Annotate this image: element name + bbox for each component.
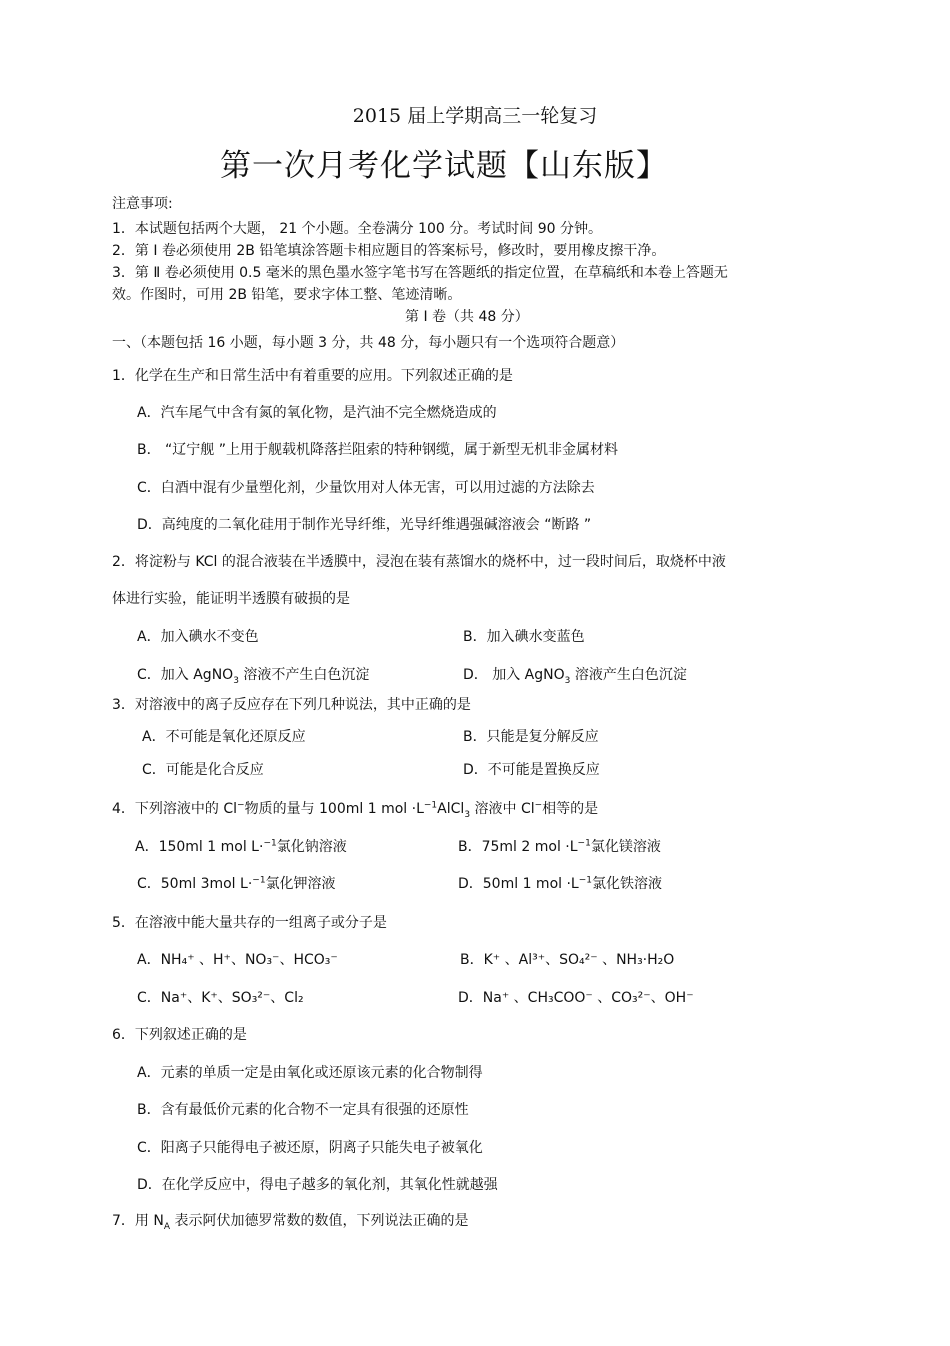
q5-option-c: C．Na⁺、K⁺、SO₃²⁻、Cl₂ [137, 990, 304, 1006]
q6-option-d: D．在化学反应中，得电子越多的氧化剂，其氧化性就越强 [137, 1177, 498, 1193]
notes-item-1: 1．本试题包括两个大题， 21 个小题。全卷满分 100 分。考试时间 90 分钟。 [112, 221, 602, 237]
q6-option-a: A．元素的单质一定是由氧化或还原该元素的化合物制得 [137, 1065, 483, 1081]
q2-stem-line-1: 2．将淀粉与 KCl 的混合液装在半透膜中，浸泡在装有蒸馏水的烧杯中，过一段时间后，取烧杯中液 [112, 554, 726, 570]
q1-option-b: B． “辽宁舰 ”上用于舰载机降落拦阻索的特种钢缆，属于新型无机非金属材料 [137, 442, 619, 458]
q2-option-a: A．加入碘水不变色 [137, 629, 259, 645]
q5-stem: 5．在溶液中能大量共存的一组离子或分子是 [112, 915, 387, 931]
q3-option-d: D．不可能是置换反应 [463, 762, 600, 778]
q5-option-d: D．Na⁺ 、CH₃COO⁻ 、CO₃²⁻、OH⁻ [458, 990, 694, 1006]
notes-item-3-line-2: 效。作图时，可用 2B 铅笔，要求字体工整、笔迹清晰。 [112, 287, 462, 303]
q5-option-a: A．NH₄⁺ 、H⁺、NO₃⁻、HCO₃⁻ [137, 952, 338, 968]
q2-stem-line-2: 体进行实验，能证明半透膜有破损的是 [112, 591, 350, 607]
notes-item-3-line-1: 3．第 Ⅱ 卷必须使用 0.5 毫米的黑色墨水签字笔书写在答题纸的指定位置，在草稿纸和本卷上答题无 [112, 265, 728, 281]
notes-item-2: 2．第 Ⅰ 卷必须使用 2B 铅笔填涂答题卡相应题目的答案标号，修改时，要用橡皮擦干净。 [112, 243, 666, 259]
title-line-2: 第一次月考化学试题【山东版】 [220, 148, 668, 184]
q4-option-b: B．75ml 2 mol $\cdot L^{-1}$氯化镁溶液 [458, 838, 661, 855]
title-line-1: 2015 届上学期高三一轮复习 [352, 105, 598, 127]
q1-stem: 1．化学在生产和日常生活中有着重要的应用。下列叙述正确的是 [112, 368, 513, 384]
q7-stem: 7．用 $N_A$ 表示阿伏加德罗常数的数值，下列说法正确的是 [112, 1213, 469, 1232]
q3-option-b: B．只能是复分解反应 [463, 729, 599, 745]
section-instruction: 一、（本题包括 16 小题，每小题 3 分，共 48 分，每小题只有一个选项符合题意） [112, 335, 625, 351]
q5-option-b: B．K⁺ 、Al³⁺、SO₄²⁻ 、NH₃·H₂O [460, 952, 675, 968]
notes-heading: 注意事项: [112, 196, 173, 212]
q1-option-d: D．高纯度的二氧化硅用于制作光导纤维，光导纤维遇强碱溶液会 “断路 ” [137, 517, 592, 533]
q1-option-c: C．白酒中混有少量塑化剂，少量饮用对人体无害，可以用过滤的方法除去 [137, 480, 595, 496]
q6-stem: 6．下列叙述正确的是 [112, 1027, 247, 1043]
q4-option-d: D．50ml 1 mol $\cdot L^{-1}$氯化铁溶液 [458, 875, 663, 892]
q4-option-a: A．150ml 1 mol L·$^{-1}$氯化钠溶液 [135, 838, 347, 855]
q3-option-a: A．不可能是氧化还原反应 [142, 729, 306, 745]
q4-stem: 4．下列溶液中的 Cl−物质的量与 100ml 1 mol $\cdot L^{-1}AlCl_3$ 溶液中 Cl−相等的是 [112, 800, 599, 820]
q3-option-c: C．可能是化合反应 [142, 762, 264, 778]
q2-option-b: B．加入碘水变蓝色 [463, 629, 585, 645]
q6-option-c: C．阳离子只能得电子被还原，阴离子只能失电子被氧化 [137, 1140, 483, 1156]
q3-stem: 3．对溶液中的离子反应存在下列几种说法，其中正确的是 [112, 697, 471, 713]
q6-option-b: B．含有最低价元素的化合物不一定具有很强的还原性 [137, 1102, 469, 1118]
section-title: 第 Ⅰ 卷（共 48 分） [405, 309, 529, 325]
q2-option-c: C．加入 AgNO$_3$ 溶液不产生白色沉淀 [137, 667, 370, 686]
q2-option-d: D． 加入 AgNO$_3$ 溶液产生白色沉淀 [463, 667, 687, 686]
q1-option-a: A．汽车尾气中含有氮的氧化物，是汽油不完全燃烧造成的 [137, 405, 497, 421]
q4-option-c: C．50ml 3mol L·$^{-1}$氯化钾溶液 [137, 875, 336, 892]
